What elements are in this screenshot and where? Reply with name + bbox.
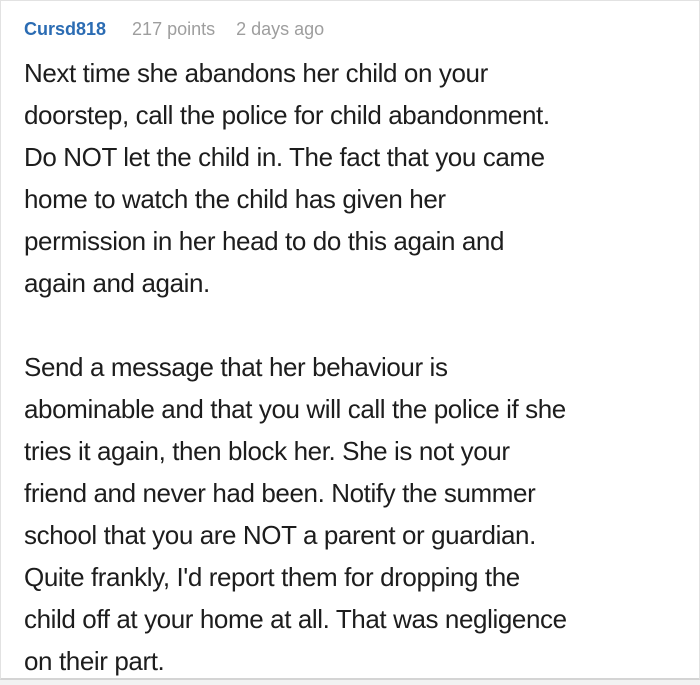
comment-line: permission in her head to do this again and xyxy=(24,226,505,256)
comment-paragraph xyxy=(24,346,677,682)
comment-line: Next time she abandons her child on your xyxy=(24,58,488,88)
comment-line: on their part. xyxy=(24,646,165,676)
comment-line: home to watch the child has given her xyxy=(24,184,446,214)
comment-line: tries it again, then block her. She is not your xyxy=(24,436,510,466)
comment-line: Quite frankly, I'd report them for dropping the xyxy=(24,562,520,592)
comment-line: Send a message that her behaviour is xyxy=(24,352,448,382)
comment-header xyxy=(24,16,677,42)
comment-line: child off at your home at all. That was negligence xyxy=(24,604,567,634)
comment-line: friend and never had been. Notify the summer xyxy=(24,478,536,508)
comment-line: abominable and that you will call the police if she xyxy=(24,394,566,424)
comment-line: school that you are NOT a parent or guardian. xyxy=(24,520,536,550)
comment-line: doorstep, call the police for child abandonment. xyxy=(24,100,550,130)
comment-body xyxy=(24,52,677,682)
comment-author-link[interactable]: Cursd818 xyxy=(24,19,107,39)
comment-points: 217 points xyxy=(132,19,216,39)
comment-timestamp: 2 days ago xyxy=(236,19,325,39)
comment-paragraph xyxy=(24,52,677,304)
comment-line: again and again. xyxy=(24,268,210,298)
comment-line: Do NOT let the child in. The fact that you came xyxy=(24,142,545,172)
